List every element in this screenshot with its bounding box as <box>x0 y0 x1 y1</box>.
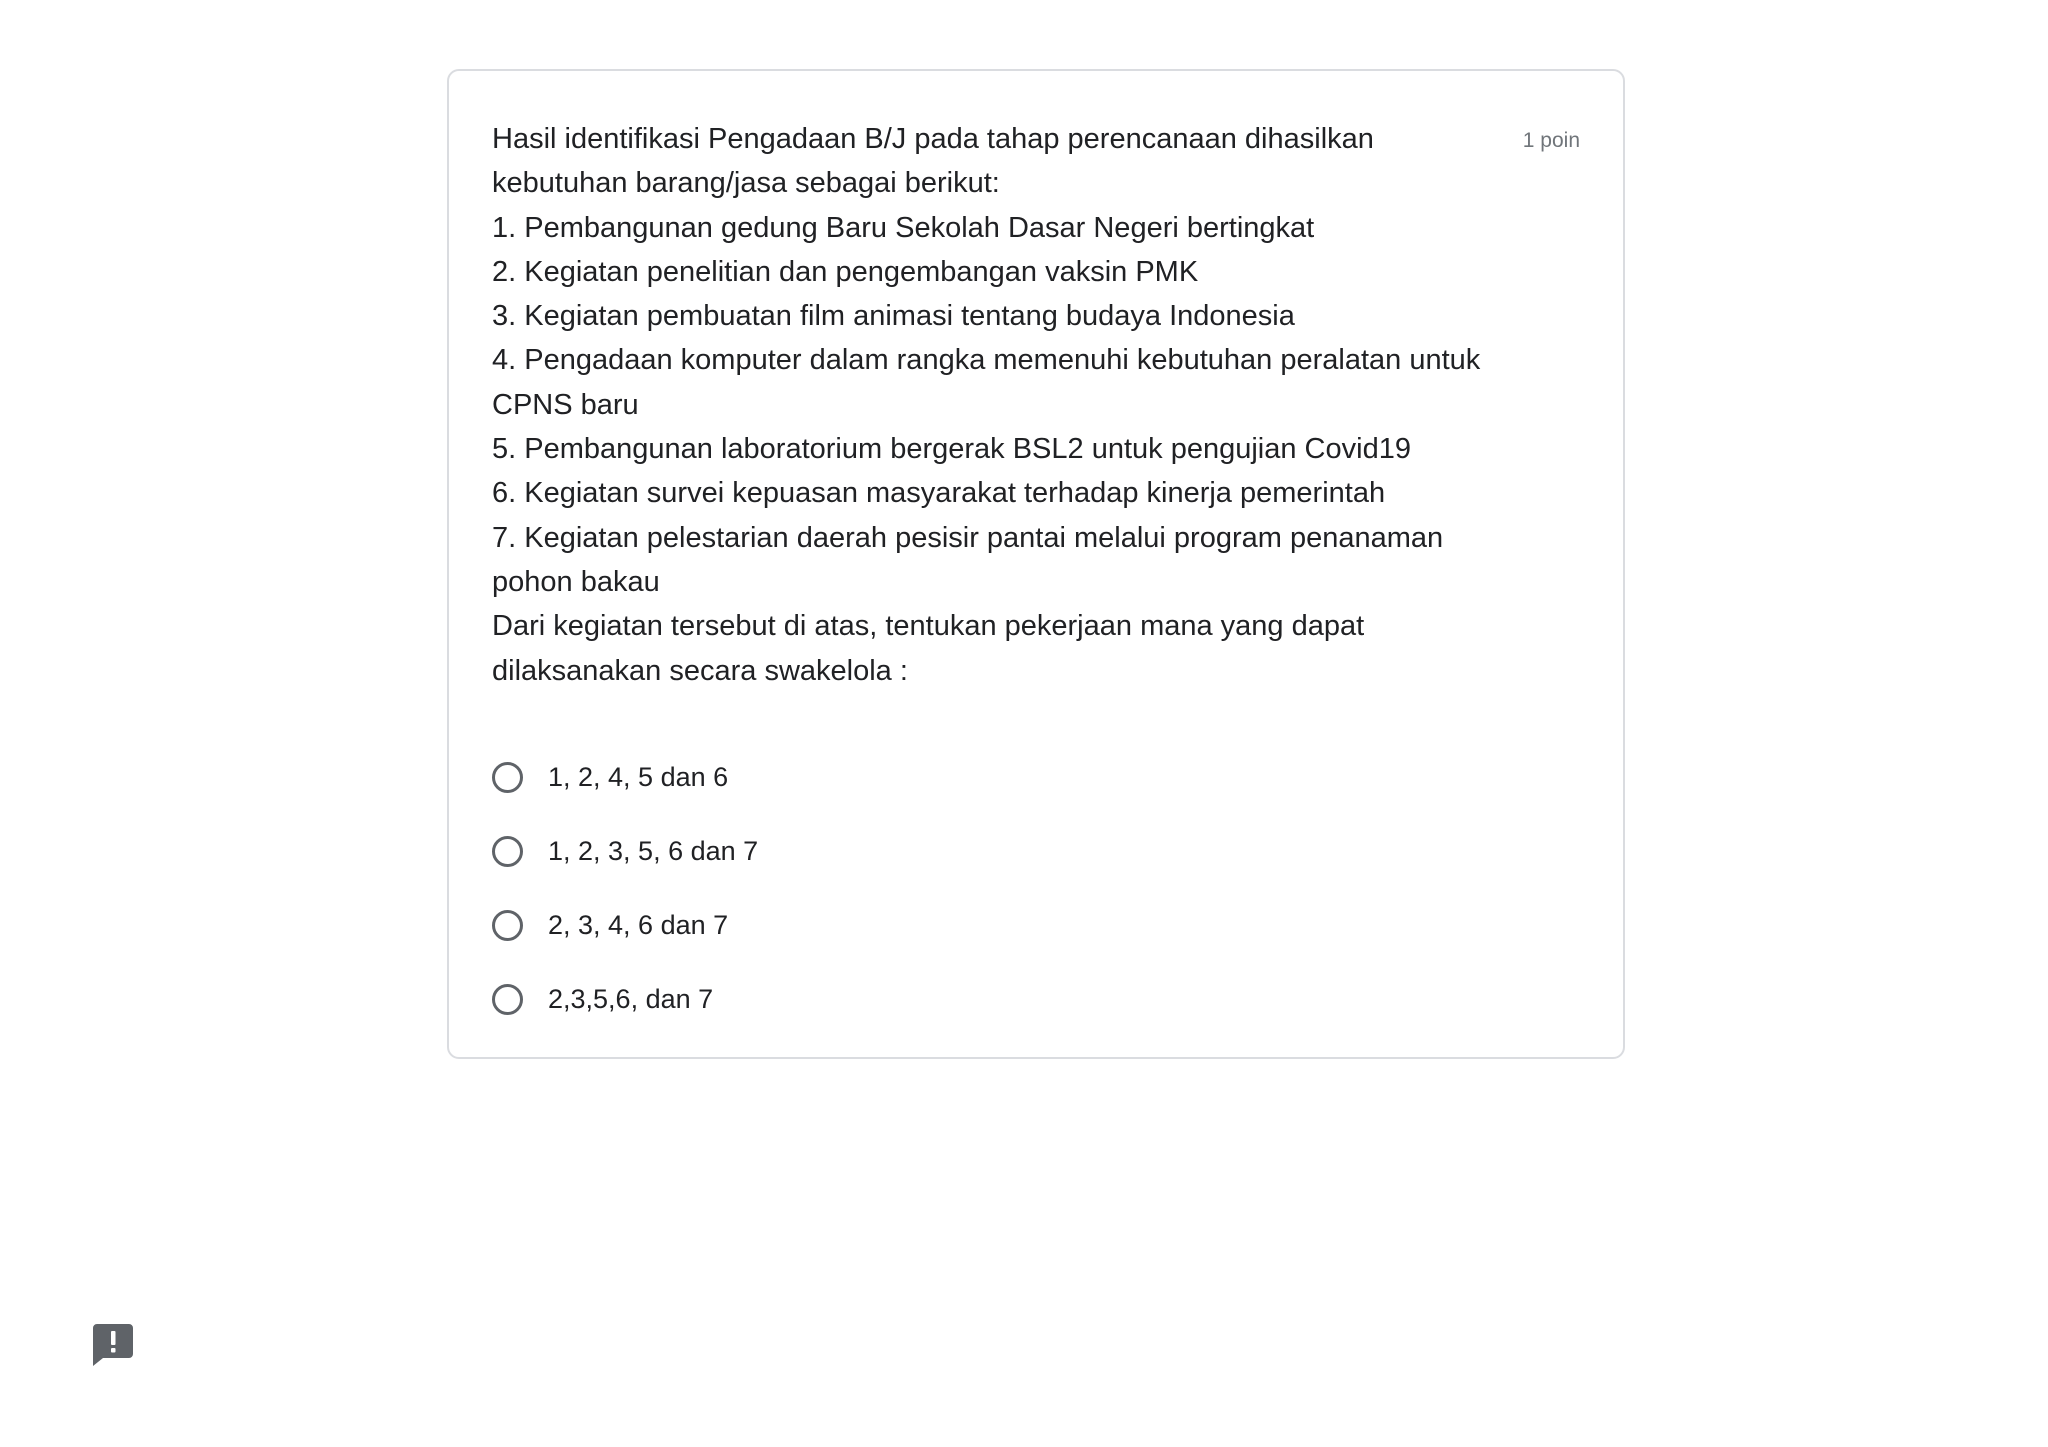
question-line: Hasil identifikasi Pengadaan B/J pada tahap perencanaan dihasilkan <box>492 123 1374 155</box>
question-card-content <box>492 117 1580 1037</box>
question-line: pohon bakau <box>492 565 660 598</box>
answer-option-label[interactable]: 2, 3, 4, 6 dan 7 <box>548 910 729 941</box>
question-line: 2. Kegiatan penelitian dan pengembangan vaksin PMK <box>492 255 1199 288</box>
question-line: kebutuhan barang/jasa sebagai berikut: <box>492 167 1000 200</box>
answer-option[interactable] <box>492 741 1580 815</box>
question-line: 3. Kegiatan pembuatan film animasi tentang budaya Indonesia <box>492 300 1295 333</box>
radio-unchecked-icon[interactable] <box>492 762 523 793</box>
radio-unchecked-icon[interactable] <box>492 910 523 941</box>
answer-option-label[interactable]: 1, 2, 3, 5, 6 dan 7 <box>548 836 759 867</box>
report-problem-button[interactable] <box>92 1323 134 1367</box>
report-problem-icon <box>92 1323 134 1367</box>
question-line: 4. Pengadaan komputer dalam rangka memenuhi kebutuhan peralatan untuk <box>492 344 1481 377</box>
answer-option[interactable] <box>492 963 1580 1037</box>
question-header <box>492 117 1580 693</box>
answer-options <box>492 741 1580 1037</box>
question-line: 7. Kegiatan pelestarian daerah pesisir pantai melalui program penanaman <box>492 521 1444 554</box>
answer-option[interactable] <box>492 815 1580 889</box>
points-label: 1 poin <box>1522 129 1580 152</box>
question-line: Dari kegiatan tersebut di atas, tentukan pekerjaan mana yang dapat <box>492 610 1365 643</box>
radio-unchecked-icon[interactable] <box>492 836 523 867</box>
answer-option-label[interactable]: 2,3,5,6, dan 7 <box>548 984 714 1015</box>
answer-option[interactable] <box>492 889 1580 963</box>
radio-unchecked-icon[interactable] <box>492 984 523 1015</box>
question-line: dilaksanakan secara swakelola : <box>492 654 908 687</box>
question-card <box>447 69 1625 1059</box>
question-line: CPNS baru <box>492 388 639 421</box>
question-line: 6. Kegiatan survei kepuasan masyarakat terhadap kinerja pemerintah <box>492 477 1386 510</box>
question-line: 1. Pembangunan gedung Baru Sekolah Dasar Negeri bertingkat <box>492 211 1315 244</box>
question-line: 5. Pembangunan laboratorium bergerak BSL2 untuk pengujian Covid19 <box>492 433 1411 466</box>
answer-option-label[interactable]: 1, 2, 4, 5 dan 6 <box>548 762 729 793</box>
question-text <box>492 117 1502 693</box>
